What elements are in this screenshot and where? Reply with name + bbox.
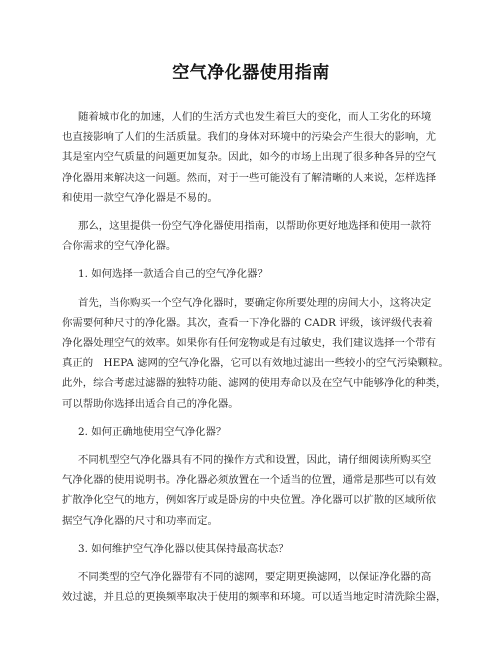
text-line: 首先，当你购买一个空气净化器时，要确定你所要处理的房间大小，这将决定 <box>78 296 432 309</box>
section-1-body <box>62 293 449 414</box>
text-line: 真正的 HEPA 滤网的空气净化器，它可以有效地过滤出一些较小的空气污染颗粒。 <box>62 357 449 370</box>
text-line: 效过滤，并且总的更换频率取决于使用的频率和环境。可以适当地定时清洗除尘器， <box>62 591 447 604</box>
text-line: 其是室内空气质量的问题更加复杂。因此，如今的市场上出现了很多种各异的空气 <box>62 151 437 164</box>
section-3-body <box>62 567 447 607</box>
section-3-heading: 3. 如何维护空气净化器以使其保持最高状态？ <box>78 542 289 555</box>
text-line: 气净化器的使用说明书。净化器必须放置在一个适当的位置，通常是那些可以有效 <box>62 474 437 487</box>
text-line: 那么，这里提供一份空气净化器使用指南，以帮助你更好地选择和使用一款符 <box>78 220 432 233</box>
section-2-body <box>62 450 440 531</box>
text-line: 你需要何种尺寸的净化器。其次，查看一下净化器的 CADR 评级，该评级代表着 <box>62 316 433 329</box>
text-line: 此外，综合考虑过滤器的独特功能、滤网的使用寿命以及在空气中能够净化的种类， <box>62 377 447 390</box>
section-2-heading: 2. 如何正确地使用空气净化器？ <box>78 425 227 438</box>
text-line: 不同机型空气净化器具有不同的操作方式和设置，因此，请仔细阅读所购买空 <box>78 454 432 467</box>
text-line: 也直接影响了人们的生活质量。我们的身体对环境中的污染会产生很大的影响，尤 <box>62 131 437 144</box>
page-title: 空气净化器使用指南 <box>172 63 330 83</box>
section-1-heading: 1. 如何选择一款适合自己的空气净化器？ <box>78 268 268 281</box>
text-line: 合你需求的空气净化器。 <box>62 240 177 253</box>
text-line: 和使用一款空气净化器是不易的。 <box>62 191 218 204</box>
intro-paragraph-1 <box>62 107 440 208</box>
text-line: 可以帮助你选择出适合自己的净化器。 <box>62 397 239 410</box>
text-line: 净化器处理空气的效率。如果你有任何宠物或是有过敏史，我们建议选择一个带有 <box>62 337 437 350</box>
text-line: 不同类型的空气净化器带有不同的滤网，要定期更换滤网，以保证净化器的高 <box>78 571 432 584</box>
intro-paragraph-2 <box>62 216 440 256</box>
text-line: 随着城市化的加速，人们的生活方式也发生着巨大的变化，而人工劣化的环境 <box>78 111 432 123</box>
text-line: 扩散净化空气的地方，例如客厅或是卧房的中央位置。净化器可以扩散的区域所依 <box>62 494 437 507</box>
text-line: 据空气净化器的尺寸和功率而定。 <box>62 514 218 527</box>
text-line: 净化器用来解决这一问题。然而，对于一些可能没有了解清晰的人来说，怎样选择 <box>62 171 437 184</box>
